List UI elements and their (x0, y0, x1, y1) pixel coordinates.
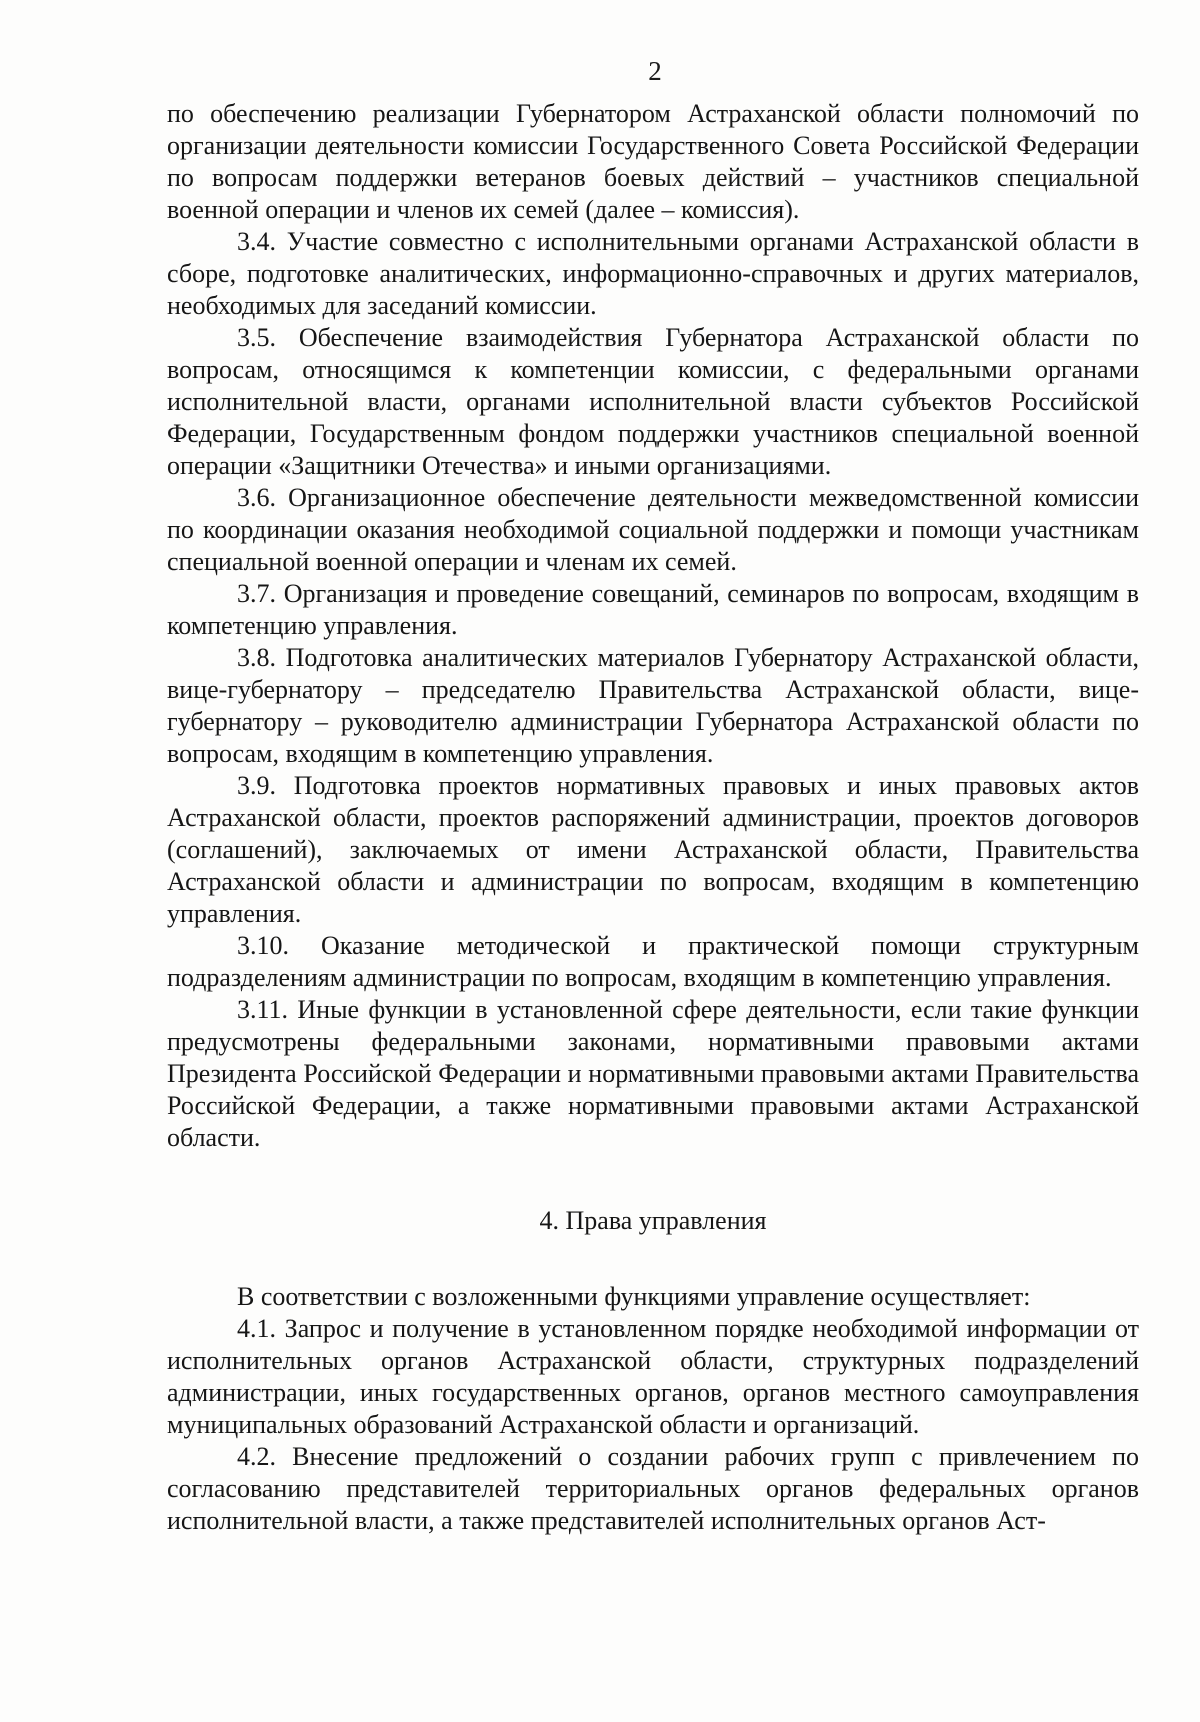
paragraph-4-2: 4.2. Внесение предложений о создании рабочих групп с привлечением по согласованию представителей территориальных органов федеральных органов исполнительной власти, а также представителей исполнительных органов Аст- (167, 1442, 1139, 1535)
paragraph-3-9: 3.9. Подготовка проектов нормативных правовых и иных правовых актов Астраханской области, проектов распоряжений администрации, проектов договоров (соглашений), заключаемых от имени Астраханской области, Правительства Астраханской области и администрации по вопросам, входящим в компетенцию управления. (167, 771, 1139, 928)
paragraph-3-6: 3.6. Организационное обеспечение деятельности межведомственной комиссии по координации оказания необходимой социальной поддержки и помощи участникам специальной военной операции и членам их семей. (167, 483, 1139, 576)
paragraph-3-5: 3.5. Обеспечение взаимодействия Губернатора Астраханской области по вопросам, относящимся к компетенции комиссии, с федеральными органами исполнительной власти, органами исполнительной власти субъектов Российской Федерации, Государственным фондом поддержки участников специальной военной операции «Защитники Отечества» и иными организациями. (167, 323, 1139, 480)
document-body (167, 98, 1139, 1537)
paragraph-3-7: 3.7. Организация и проведение совещаний, семинаров по вопросам, входящим в компетенцию управления. (167, 579, 1139, 640)
section-heading: 4. Права управления (539, 1206, 767, 1235)
paragraph-4-1: 4.1. Запрос и получение в установленном порядке необходимой информации от исполнительных органов Астраханской области, структурных подразделений администрации, иных государственных органов, органов местного самоуправления муниципальных образований Астраханской области и организаций. (167, 1314, 1139, 1439)
paragraph-3-10: 3.10. Оказание методической и практической помощи структурным подразделениям администрации по вопросам, входящим в компетенцию управления. (167, 931, 1139, 992)
paragraph-intro: В соответствии с возложенными функциями управление осуществляет: (237, 1282, 1031, 1311)
paragraph-3-4: 3.4. Участие совместно с исполнительными органами Астраханской области в сборе, подготовке аналитических, информационно-справочных и других материалов, необходимых для заседаний комиссии. (167, 227, 1139, 320)
page-number: 2 (648, 56, 662, 86)
paragraph-3-11: 3.11. Иные функции в установленной сфере деятельности, если такие функции предусмотрены федеральными законами, нормативными правовыми актами Президента Российской Федерации и нормативными правовыми актами Правительства Российской Федерации, а также нормативными правовыми актами Астраханской области. (167, 995, 1139, 1152)
paragraph-3-8: 3.8. Подготовка аналитических материалов Губернатору Астраханской области, вице-губернатору – председателю Правительства Астраханской области, вице-губернатору – руководителю администрации Губернатора Астраханской области по вопросам, входящим в компетенцию управления. (167, 643, 1139, 768)
paragraph-continuation: по обеспечению реализации Губернатором Астраханской области полномочий по организации деятельности комиссии Государственного Совета Российской Федерации по вопросам поддержки ветеранов боевых действий – участников специальной военной операции и членов их семей (далее – комиссия). (167, 99, 1139, 224)
